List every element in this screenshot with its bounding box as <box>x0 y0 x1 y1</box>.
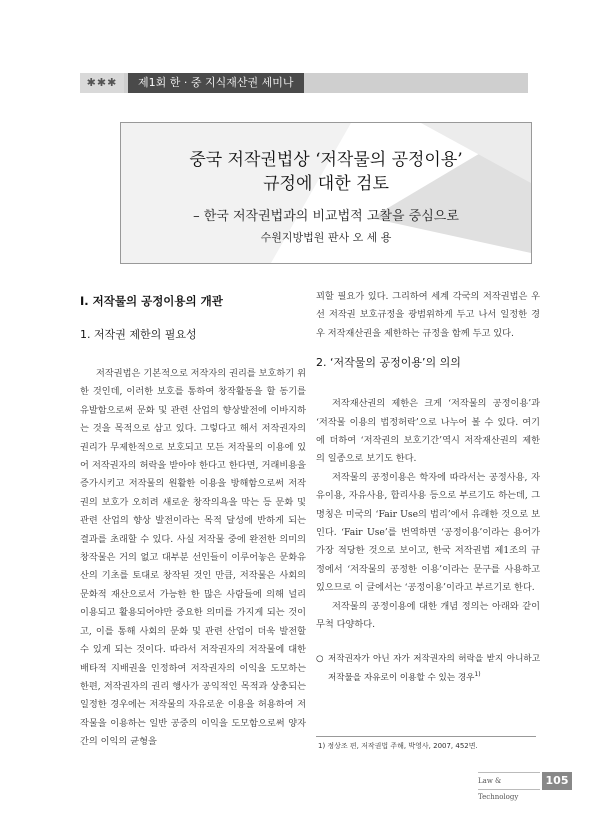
body-paragraph: 저작재산권의 제한은 크게 ‘저작물의 공정이용’과 ‘저작물 이용의 법정허락’으로 나누어 볼 수 있다. 여기에 더하여 ‘저작권의 보호기간’역시 저작재산권의 제한의 일종으로 보기도 한다. <box>316 398 540 465</box>
footnote-ref[interactable]: 1) <box>474 670 481 678</box>
article-title-line2: 규정에 대한 검토 <box>263 174 389 194</box>
body-paragraph-continued: 꾀할 필요가 있다. 그리하여 세계 각국의 저작권법은 우선 저작권 보호규정을 광범위하게 두고 나서 일정한 경우 저작재산권을 제한하는 규정을 함께 두고 있다. <box>316 291 540 339</box>
page-number: 105 <box>542 772 572 790</box>
quote-text-wrap <box>328 651 540 686</box>
left-column <box>80 288 306 752</box>
subsection-heading-2: 2. ‘저작물의 공정이용’의 의의 <box>316 356 461 370</box>
body-paragraph: 저작권법은 기본적으로 저작자의 권리를 보호하기 위한 것인데, 이러한 보호를 통하여 창작활동을 할 동기를 유발함으로써 문화 및 관련 산업의 향상발전에 이바지하는 것을 목적으로 삼고 있다. 그렇다고 해서 저작권자의 권리가 무제한적으로 보호되고 모든 저작물의 이용에 있어 저작권자의 허락을 받아야 한다고 한다면, 거래비용을 증가시키고 저작물의 원활한 이용을 방해함으로써 저작권의 보호가 오히려 새로운 창작의욕을 막는 등 문화 및 관련 산업의 향상 발전이라는 목적 달성에 반하게 되는 결과를 초래할 수 있다. 사실 저작물 중에 완전한 의미의 창작물은 거의 없고 대부분 선인들이 이루어놓은 문화유산의 기초를 토대로 창작된 것인 만큼, 저작물은 사회의 문화적 재산으로서 가능한 한 많은 사람들에 의해 널리 이용되고 활용되어야만 중요한 의미를 가지게 되는 것이고, 이를 통해 사회의 문화 및 관련 산업이 더욱 발전할 수 있게 되는 것이다. 따라서 저작권자의 저작물에 대한 배타적 지배권을 인정하여 저작권자의 이익을 도모하는 한편, 저작권자의 권리 행사가 공익적인 목적과 상충되는 일정한 경우에는 저작물의 자유로운 이용을 허용하여 저작물을 이용하는 일반 공중의 이익을 도모함으로써 양자 간의 이익의 균형을 <box>80 368 306 748</box>
journal-name: Law & Technology <box>478 772 540 790</box>
article-subtitle: – 한국 저작권법과의 비교법적 고찰을 중심으로 <box>193 209 459 224</box>
definition-quote <box>316 651 540 686</box>
title-box <box>120 122 532 264</box>
article-title-line1: 중국 저작권법상 ‘저작물의 공정이용’ <box>189 150 463 170</box>
subsection-heading-1: 1. 저작권 제한의 필요성 <box>80 328 197 341</box>
header-stars: ✱✱✱ <box>80 73 124 93</box>
section-heading: I. 저작물의 공정이용의 개관 <box>80 294 223 308</box>
body-paragraph: 저작물의 공정이용에 대한 개념 정의는 아래와 같이 무척 다양하다. <box>316 600 540 631</box>
footnote-divider <box>316 736 536 737</box>
seminar-label: 제1회 한 · 중 지식재산권 세미나 <box>128 73 304 93</box>
body-paragraph: 저작물의 공정이용은 학자에 따라서는 공정사용, 자유이용, 자유사용, 합리사용 등으로 부르기도 하는데, 그 명칭은 미국의 ‘Fair Use의 법리’에서 유래한 것으로 보인다. ‘Fair Use’를 번역하면 ‘공정이용’이라는 용어가 가장 적당한 것으로 보이고, 한국 저작권법 제1조의 규정에서 ‘저작물의 공정한 이용’이라는 문구를 사용하고 있으므로 이 글에서는 ‘공정이용’이라고 부르기로 한다. <box>316 471 540 594</box>
right-column <box>316 288 540 685</box>
quote-text: 저작권자가 아닌 자가 저작권자의 허락을 받지 아니하고 저작물을 자유로이 이용할 수 있는 경우 <box>328 653 540 683</box>
footnote: 1) 정상조 편, 저작권법 주해, 박영사, 2007, 452면. <box>318 742 478 750</box>
article-title <box>121 148 531 196</box>
article-author: 수원지방법원 판사 오 세 용 <box>260 231 392 244</box>
circle-bullet-icon: ○ <box>316 653 324 664</box>
